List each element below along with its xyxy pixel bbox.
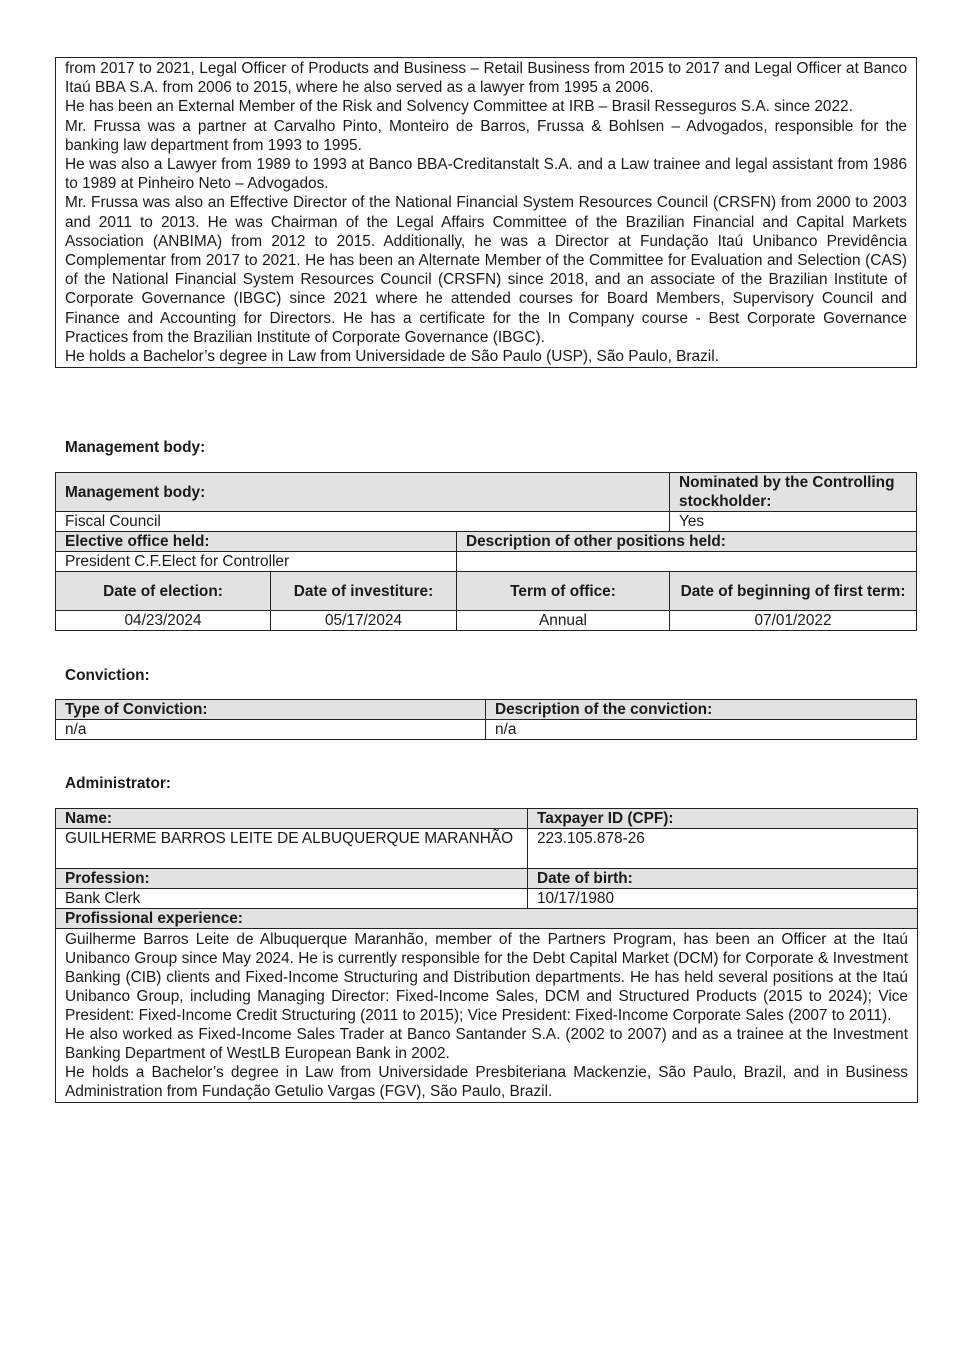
bio-paragraph: He holds a Bachelor’s degree in Law from Universidade de São Paulo (USP), São Paulo, Brazil. bbox=[65, 348, 719, 366]
experience-paragraph: He holds a Bachelor’s degree in Law from Universidade Presbiteriana Mackenzie, São Paulo, Brazil, and in Business Administration from Fundação Getulio Vargas (FGV), São Paulo, Brazil. bbox=[65, 1064, 908, 1100]
conviction-type-label: Type of Conviction: bbox=[56, 700, 486, 720]
continued-biography-box bbox=[55, 57, 917, 368]
bio-paragraph: He was also a Lawyer from 1989 to 1993 at Banco BBA-Creditanstalt S.A. and a Law trainee and legal assistant from 1986 to 1989 at Pinheiro Neto – Advogados. bbox=[65, 156, 907, 193]
first-term-value: 07/01/2022 bbox=[670, 611, 917, 631]
bio-paragraph: from 2017 to 2021, Legal Officer of Products and Business – Retail Business from 2015 to 2017 and Legal Officer at Banco Itaú BBA S.A. from 2006 to 2015, where he also served as a lawyer from 1995 a 2006. bbox=[65, 60, 907, 97]
conviction-table bbox=[55, 699, 917, 740]
management-body-label: Management body: bbox=[56, 473, 670, 512]
conviction-type-value: n/a bbox=[56, 720, 486, 740]
other-positions-label: Description of other positions held: bbox=[457, 532, 917, 552]
birth-date-value: 10/17/1980 bbox=[528, 889, 918, 909]
term-label: Term of office: bbox=[457, 572, 670, 611]
administrator-table bbox=[55, 808, 918, 1103]
nominated-value: Yes bbox=[670, 512, 917, 532]
conviction-description-value: n/a bbox=[486, 720, 917, 740]
management-body-value: Fiscal Council bbox=[56, 512, 670, 532]
bio-paragraph: Mr. Frussa was also an Effective Director of the National Financial System Resources Council (CRSFN) from 2000 to 2003 and 2011 to 2013. He was Chairman of the Legal Affairs Committee of the Brazilian Financial and Capital Markets Association (ANBIMA) from 2012 to 2015. Additionally, he was a Director at Fundação Itaú Unibanco Previdência Complementar from 2017 to 2021. He has been an Alternate Member of the Committee for Evaluation and Selection (CAS) of the National Financial System Resources Council (CRSFN) since 2018, and an associate of the Brazilian Institute of Corporate Governance (IBGC) since 2021 where he attended courses for Board Members, Supervisory Council and Finance and Accounting for Directors. He has a certificate for the In Company course - Best Corporate Governance Practices from the Brazilian Institute of Corporate Governance (IBGC). bbox=[65, 194, 907, 346]
birth-date-label: Date of birth: bbox=[528, 869, 918, 889]
management-body-heading: Management body: bbox=[65, 439, 206, 456]
bio-paragraph: Mr. Frussa was a partner at Carvalho Pinto, Monteiro de Barros, Frussa & Bohlsen – Advogados, responsible for the banking law department from 1993 to 1995. bbox=[65, 117, 907, 154]
elective-office-label: Elective office held: bbox=[56, 532, 457, 552]
management-body-table bbox=[55, 472, 917, 631]
experience-label: Profissional experience: bbox=[56, 909, 918, 929]
profession-label: Profession: bbox=[56, 869, 528, 889]
elective-office-value: President C.F.Elect for Controller bbox=[56, 552, 457, 572]
name-value: GUILHERME BARROS LEITE DE ALBUQUERQUE MARANHÃO bbox=[56, 829, 528, 869]
conviction-heading: Conviction: bbox=[65, 667, 150, 684]
term-value: Annual bbox=[457, 611, 670, 631]
name-label: Name: bbox=[56, 809, 528, 829]
experience-paragraph: He also worked as Fixed-Income Sales Trader at Banco Santander S.A. (2002 to 2007) and as a trainee at the Investment Banking Department of WestLB European Bank in 2002. bbox=[65, 1026, 908, 1062]
experience-paragraph: Guilherme Barros Leite de Albuquerque Maranhão, member of the Partners Program, has been an Officer at the Itaú Unibanco Group since May 2024. He is currently responsible for the Debt Capital Market (DCM) for Corporate & Investment Banking (CIB) clients and Fixed-Income Structuring and Distribution departments. He has held several positions at the Itaú Unibanco Group, including Managing Director: Fixed-Income Sales, DCM and Structured Products (2015 to 2024); Vice President: Fixed-Income Credit Structuring (2011 to 2015); Vice President: Fixed-Income Corporate Sales (2007 to 2011). bbox=[65, 931, 908, 1024]
cpf-label: Taxpayer ID (CPF): bbox=[528, 809, 918, 829]
experience-text bbox=[56, 929, 918, 1103]
election-date-label: Date of election: bbox=[56, 572, 271, 611]
election-date-value: 04/23/2024 bbox=[56, 611, 271, 631]
profession-value: Bank Clerk bbox=[56, 889, 528, 909]
other-positions-value bbox=[457, 552, 917, 572]
bio-paragraph: He has been an External Member of the Risk and Solvency Committee at IRB – Brasil Resseguros S.A. since 2022. bbox=[65, 98, 853, 116]
nominated-label: Nominated by the Controlling stockholder: bbox=[670, 473, 917, 512]
investiture-date-label: Date of investiture: bbox=[271, 572, 457, 611]
administrator-heading: Administrator: bbox=[65, 775, 172, 792]
investiture-date-value: 05/17/2024 bbox=[271, 611, 457, 631]
first-term-label: Date of beginning of first term: bbox=[670, 572, 917, 611]
cpf-value: 223.105.878-26 bbox=[528, 829, 918, 869]
conviction-description-label: Description of the conviction: bbox=[486, 700, 917, 720]
